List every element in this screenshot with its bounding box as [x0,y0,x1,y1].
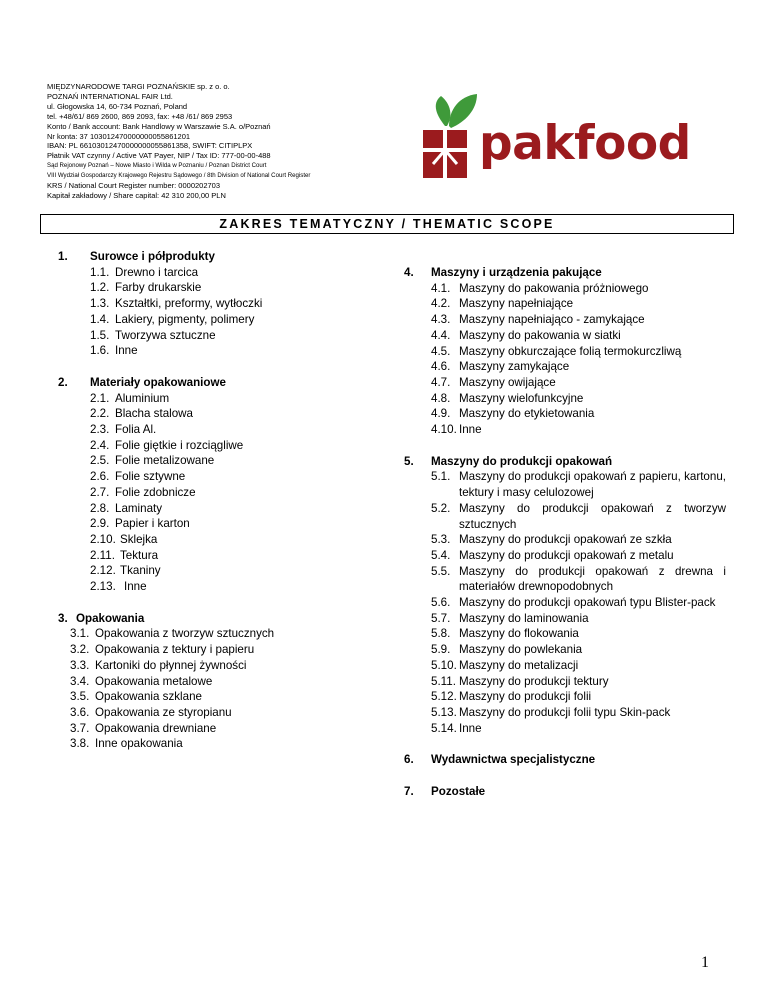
company-vat: Płatnik VAT czynny / Active VAT Payer, NIP / Tax ID: 777-00-00-488 [47,151,271,161]
list-item [431,626,726,642]
list-item [431,344,726,360]
item-number: 1.6. [90,344,110,358]
list-item [431,359,726,375]
section-items [431,469,726,736]
list-item [431,312,726,328]
company-iban: IBAN: PL 66103012470000000055861358, SWIFT: CITIPLPX [47,141,253,151]
item-number: 2.12. [90,564,116,578]
item-text: Maszyny do etykietowania [459,407,595,421]
item-text: Kartoniki do płynnej żywności [95,658,247,672]
scope-section-7 [404,784,726,800]
item-text: Kształtki, preformy, wytłoczki [115,297,263,311]
company-court-division: VIII Wydział Gospodarczy Krajowego Rejestru Sądowego / 8th Division of National Court Register [47,172,311,180]
item-text: Maszyny napełniająco - zamykające [459,313,645,327]
item-text: Opakowania drewniane [95,721,217,735]
list-item [431,422,726,438]
item-number: 2.9. [90,517,110,531]
item-number: 4.5. [431,344,451,358]
item-number: 3.8. [70,737,90,751]
company-capital: Kapitał zakładowy / Share capital: 42 310 200,00 PLN [47,190,226,200]
list-item [70,626,378,642]
item-number: 4.4. [431,328,451,342]
list-item [70,721,378,737]
item-number: 2.4. [90,438,110,452]
item-number: 1.4. [90,312,110,326]
item-number: 4.1. [431,281,451,295]
list-item [70,736,378,752]
company-name-pl: MIĘDZYNARODOWE TARGI POZNAŃSKIE sp. z o. o. [47,82,230,91]
item-number: 4.8. [431,391,451,405]
item-text: Maszyny do produkcji folii typu Skin-pack [459,705,671,719]
list-item [431,658,726,674]
item-text: Folie metalizowane [115,454,215,468]
item-text: Aluminium [115,391,170,405]
item-text: Maszyny napełniające [459,297,574,311]
item-number: 2.2. [90,407,110,421]
item-number: 4.7. [431,375,451,389]
item-number: 3.4. [70,674,90,688]
item-number: 5.4. [431,548,451,562]
item-text: Maszyny owijające [459,375,556,389]
section-title: Maszyny do produkcji opakowań [431,454,613,468]
section-title: Opakowania [76,611,145,625]
pakfood-logo [423,92,735,184]
list-item [90,422,378,438]
section-items [70,626,378,752]
item-text: Tworzywa sztuczne [115,328,216,342]
item-text: Maszyny do produkcji opakowań z drewna i materiałów drewnopodobnych [459,564,726,594]
item-text: Opakowania z tworzyw sztucznych [95,627,275,641]
item-number: 5.3. [431,533,451,547]
item-text: Maszyny wielofunkcyjne [459,391,584,405]
item-number: 2.13. [90,580,116,594]
item-number: 5.1. [431,470,451,484]
item-text: Maszyny zamykające [459,360,570,374]
list-item [431,595,726,611]
item-number: 2.10. [90,532,116,546]
item-text: Tektura [120,548,159,562]
list-item [90,485,378,501]
company-phone: tel. +48/61/ 869 2600, 869 2093, fax: +48 /61/ 869 2953 [47,111,233,121]
list-item [90,563,378,579]
list-item [431,564,726,595]
list-item [90,312,378,328]
scope-section-5 [404,454,726,737]
list-item [70,705,378,721]
section-number: 6. [404,753,414,767]
item-number: 4.2. [431,297,451,311]
list-item [90,343,378,359]
item-text: Maszyny do produkcji opakowań z tworzyw sztucznych [459,501,726,531]
item-number: 3.7. [70,721,90,735]
item-text: Farby drukarskie [115,281,202,295]
item-text: Maszyny do laminowania [459,611,589,625]
item-number: 4.10. [431,423,457,437]
scope-column-left [58,249,378,752]
section-title: Surowce i półprodukty [90,250,215,263]
item-number: 3.3. [70,658,90,672]
company-address: ul. Głogowska 14, 60-734 Poznań, Poland [47,101,188,111]
item-text: Sklejka [120,532,158,546]
item-text: Folia Al. [115,423,157,437]
item-text: Inne [124,580,147,594]
item-text: Maszyny do produkcji opakowań z papieru, kartonu, tektury i masy celulozowej [459,470,726,500]
list-item [90,579,378,595]
item-text: Maszyny do metalizacji [459,658,579,672]
item-number: 1.5. [90,328,110,342]
item-number: 3.5. [70,690,90,704]
list-item [90,280,378,296]
scope-section-6 [404,752,726,768]
item-text: Maszyny do pakowania w siatki [459,328,621,342]
item-text: Maszyny do produkcji opakowań z metalu [459,548,674,562]
list-item [90,453,378,469]
list-item [90,501,378,517]
list-item [70,658,378,674]
item-text: Folie giętkie i rozciągliwe [115,438,244,452]
section-title: Materiały opakowaniowe [90,375,226,389]
list-item [90,548,378,564]
item-number: 4.3. [431,313,451,327]
item-number: 5.12. [431,690,457,704]
company-info [47,82,407,201]
scope-section-2 [58,375,378,595]
item-number: 4.6. [431,360,451,374]
list-item [90,328,378,344]
list-item [70,674,378,690]
item-number: 5.5. [431,564,451,578]
company-court: Sąd Rejonowy Poznań – Nowe Miasto i Wilda w Poznaniu / Poznan District Court [47,162,267,170]
item-number: 2.1. [90,391,110,405]
scope-section-1 [58,249,378,359]
item-number: 5.2. [431,501,451,515]
item-text: Opakowania ze styropianu [95,705,232,719]
company-krs: KRS / National Court Register number: 0000202703 [47,181,221,191]
list-item [431,674,726,690]
company-name-en: POZNAŃ INTERNATIONAL FAIR Ltd. [47,91,173,101]
list-item [431,501,726,532]
section-items [431,281,726,438]
item-text: Opakowania szklane [95,690,202,704]
item-number: 4.9. [431,407,451,421]
item-number: 3.2. [70,643,90,657]
section-title: Maszyny i urządzenia pakujące [431,266,602,279]
list-item [431,406,726,422]
list-item [90,406,378,422]
item-text: Opakowania metalowe [95,674,213,688]
item-number: 5.8. [431,627,451,641]
list-item [431,721,726,737]
item-number: 1.2. [90,281,110,295]
list-item [431,391,726,407]
item-number: 2.6. [90,470,110,484]
item-text: Laminaty [115,501,163,515]
section-title: Wydawnictwa specjalistyczne [431,753,596,767]
scope-section-3 [38,611,378,752]
section-title: Pozostałe [431,785,486,799]
item-number: 2.7. [90,485,110,499]
list-item [90,391,378,407]
list-item [431,281,726,297]
section-number: 4. [404,266,414,279]
item-number: 1.3. [90,297,110,311]
section-items [90,391,378,595]
item-text: Inne [115,344,138,358]
item-text: Inne opakowania [95,737,183,751]
list-item [90,516,378,532]
item-text: Blacha stalowa [115,407,193,421]
item-text: Maszyny do produkcji opakowań typu Blister-pack [459,596,716,610]
list-item [431,611,726,627]
item-number: 5.7. [431,611,451,625]
company-bank: Konto / Bank account: Bank Handlowy w Warszawie S.A. o/Poznań [47,121,271,131]
list-item [431,328,726,344]
scope-column-right [404,265,726,800]
list-item [431,705,726,721]
item-text: Maszyny obkurczające folią termokurczliwą [459,344,682,358]
list-item [431,689,726,705]
list-item [431,296,726,312]
item-text: Folie sztywne [115,470,186,484]
item-text: Inne [459,423,482,437]
item-number: 5.11. [431,674,456,688]
item-text: Maszyny do produkcji tektury [459,674,609,688]
item-text: Maszyny do flokowania [459,627,579,641]
item-text: Tkaniny [120,564,161,578]
section-items [90,265,378,359]
list-item [90,265,378,281]
list-item [70,642,378,658]
item-text: Folie zdobnicze [115,485,196,499]
list-item [431,469,726,500]
section-number: 5. [404,454,414,468]
item-text: Maszyny do produkcji folii [459,690,592,704]
list-item [431,642,726,658]
item-number: 5.13. [431,705,457,719]
item-text: Opakowania z tektury i papieru [95,643,255,657]
item-number: 2.3. [90,423,110,437]
item-number: 5.6. [431,596,451,610]
section-number: 2. [58,375,68,389]
item-text: Lakiery, pigmenty, polimery [115,312,255,326]
item-text: Maszyny do powlekania [459,643,583,657]
item-text: Maszyny do produkcji opakowań ze szkła [459,533,672,547]
list-item [90,438,378,454]
section-number: 1. [58,250,68,263]
item-text: Maszyny do pakowania próżniowego [459,281,649,295]
item-text: Inne [459,721,482,735]
list-item [431,375,726,391]
item-number: 1.1. [90,265,110,279]
item-number: 5.9. [431,643,451,657]
scope-section-4 [404,265,726,438]
page-number: 1 [701,954,709,971]
item-text: Papier i karton [115,517,190,531]
company-account-number: Nr konta: 37 103012470000000055861201 [47,131,191,141]
list-item [431,548,726,564]
item-number: 2.5. [90,454,110,468]
list-item [431,532,726,548]
thematic-scope-title: ZAKRES TEMATYCZNY / THEMATIC SCOPE [40,214,734,234]
list-item [90,296,378,312]
logo-wordmark: pakfood [479,116,691,171]
list-item [90,469,378,485]
item-number: 3.1. [70,627,90,641]
item-number: 2.11. [90,548,115,562]
section-number: 3. [58,611,68,625]
item-number: 3.6. [70,705,90,719]
list-item [90,532,378,548]
item-number: 2.8. [90,501,110,515]
item-text: Drewno i tarcica [115,265,199,279]
section-number: 7. [404,785,414,799]
list-item [70,689,378,705]
item-number: 5.10. [431,658,457,672]
item-number: 5.14. [431,721,457,735]
